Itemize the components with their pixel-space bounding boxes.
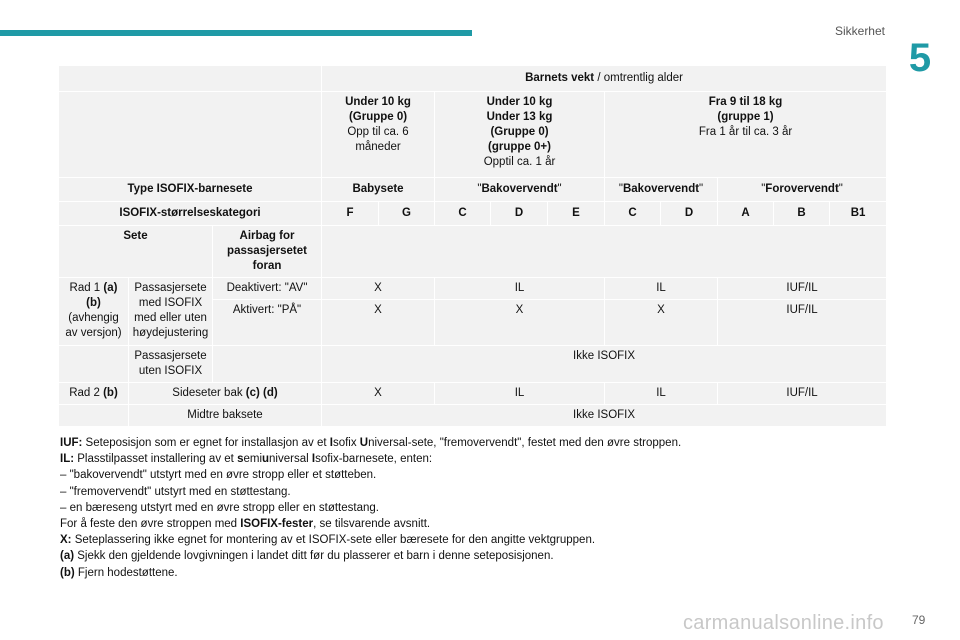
legend-notes (60, 435, 900, 581)
size-cell: C (435, 202, 491, 226)
size-cell: B1 (830, 202, 887, 226)
size-cell: F (322, 202, 379, 226)
value-cell: IUF/IL (718, 278, 887, 300)
isofix-table (58, 65, 887, 427)
row2-seat: Sideseter bak (c) (d) (129, 383, 322, 405)
group-weight: Under 10 kg (345, 96, 411, 108)
value-cell: IL (435, 278, 605, 300)
empty-cell (59, 346, 129, 383)
table-row (59, 346, 887, 383)
value-cell: X (322, 278, 435, 300)
airbag-label: Airbag for passasjersetet foran (213, 226, 322, 278)
table-row (59, 202, 887, 226)
size-cell: D (661, 202, 718, 226)
chapter-number: 5 (908, 36, 932, 80)
value-cell: Ikke ISOFIX (322, 346, 887, 383)
size-cell: B (774, 202, 830, 226)
size-cell: D (491, 202, 548, 226)
group-age: måneder (355, 141, 401, 153)
group-name: (gruppe 1) (717, 111, 774, 123)
value-cell: X (322, 383, 435, 405)
type-cell: "Bakovervendt" (435, 178, 605, 202)
table-row (59, 178, 887, 202)
note-iuf: IUF: Seteposisjon som er egnet for installasjon av et Isofix Universal-sete, "fremovervendt", festet med den øvre stroppen. (60, 437, 682, 449)
seat-label: Sete (59, 226, 213, 278)
table-row (59, 278, 887, 300)
header-accent-bar (0, 30, 472, 36)
weight-header-bold: Barnets vekt (525, 72, 595, 84)
group-name: (Gruppe 0) (348, 111, 408, 123)
empty-cell (59, 92, 322, 178)
group-age: Fra 1 år til ca. 3 år (698, 126, 793, 138)
value-cell: IUF/IL (718, 300, 887, 346)
note-fasten: For å feste den øvre stroppen med ISOFIX-fester, se tilsvarende avsnitt. (60, 518, 431, 531)
value-cell: IUF/IL (718, 383, 887, 405)
size-cell: G (379, 202, 435, 226)
value-cell: IL (605, 383, 718, 405)
value-cell: X (605, 300, 718, 346)
table-row (59, 383, 887, 405)
note-dash: – en bæreseng utstyrt med en øvre stropp eller en støttestang. (60, 501, 379, 514)
group-cell (605, 92, 887, 178)
size-cell: E (548, 202, 605, 226)
type-cell: "Bakovervendt" (605, 178, 718, 202)
note-dash: – "bakovervendt" utstyrt med en øvre stropp eller et støtteben. (60, 469, 377, 482)
page-number: 79 (912, 613, 926, 627)
row2-label: Rad 2 (b) (59, 383, 129, 405)
row1-label: Rad 1 (a) (b) (avhengig av versjon) (59, 278, 129, 346)
value-cell: X (435, 300, 605, 346)
group-weight: Under 13 kg (486, 111, 553, 123)
weight-header (322, 66, 887, 92)
value-cell: Ikke ISOFIX (322, 405, 887, 427)
table-row (59, 66, 887, 92)
type-label: Type ISOFIX-barnesete (59, 178, 322, 202)
group-cell (322, 92, 435, 178)
type-cell: Babysete (322, 178, 435, 202)
type-cell: "Forovervendt" (718, 178, 887, 202)
airbag-activated: Aktivert: "PÅ" (213, 300, 322, 346)
table-row (59, 92, 887, 178)
empty-cell (213, 346, 322, 383)
value-cell: X (322, 300, 435, 346)
note-il: IL: Plasstilpasset installering av et semiuniversal Isofix-barnesete, enten: (60, 453, 433, 466)
group-age: Opp til ca. 6 (347, 126, 409, 138)
row1-seat-no-isofix: Passasjersete uten ISOFIX (129, 346, 213, 383)
group-weight: Under 10 kg (486, 96, 553, 108)
value-cell: IL (605, 278, 718, 300)
size-label: ISOFIX-størrelseskategori (59, 202, 322, 226)
section-title: Sikkerhet (834, 24, 885, 38)
empty-cell (59, 405, 129, 427)
empty-cell (59, 66, 322, 92)
note-dash: – "fremovervendt" utstyrt med en støttestang. (60, 485, 291, 498)
middle-seat-label: Midtre baksete (129, 405, 322, 427)
watermark: carmanualsonline.info (683, 612, 884, 634)
empty-cell (322, 226, 887, 278)
group-name: (gruppe 0+) (488, 141, 551, 153)
size-cell: C (605, 202, 661, 226)
note-b: (b) Fjern hodestøttene. (60, 566, 178, 579)
note-x: X: Seteplassering ikke egnet for montering av et ISOFIX-sete eller bæresete for den angitte vektgruppen. (60, 534, 596, 547)
size-cell: A (718, 202, 774, 226)
group-name: (Gruppe 0) (490, 126, 549, 138)
table-row (59, 226, 887, 278)
airbag-deactivated: Deaktivert: "AV" (213, 278, 322, 300)
note-a: (a) Sjekk den gjeldende lovgivningen i landet ditt før du plasserer et barn i denne seteposisjonen. (60, 550, 554, 563)
value-cell: IL (435, 383, 605, 405)
table-row (59, 405, 887, 427)
weight-header-rest: / omtrentlig alder (594, 72, 683, 84)
group-age: Opptil ca. 1 år (483, 156, 556, 168)
row1-seat: Passasjersete med ISOFIX med eller uten høydejustering (129, 278, 213, 346)
group-cell (435, 92, 605, 178)
group-weight: Fra 9 til 18 kg (708, 96, 783, 108)
